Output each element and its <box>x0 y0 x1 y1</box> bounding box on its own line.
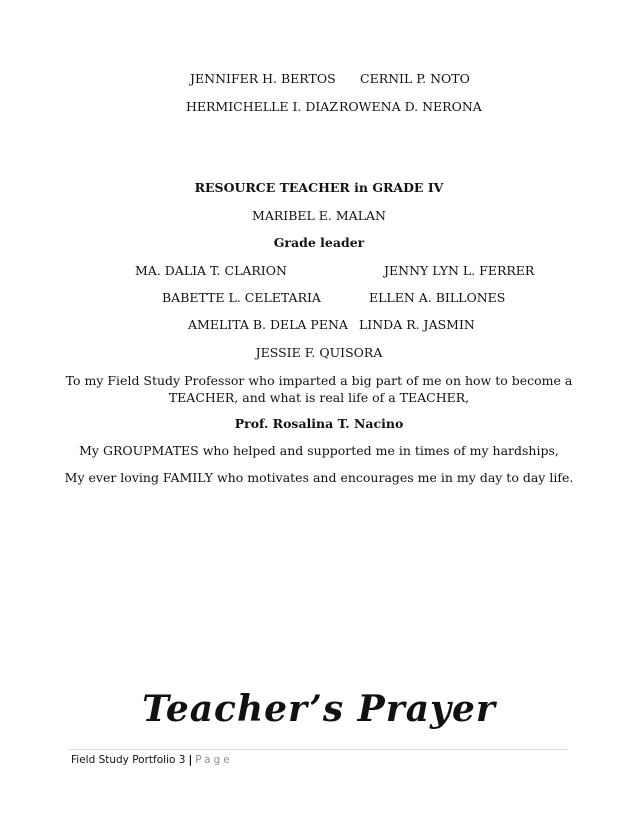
name-rowena-nerona: ROWENA D. NERONA <box>339 99 482 114</box>
name-amelita-dela-pena: AMELITA B. DELA PENA <box>188 317 348 332</box>
name-jessie-quisora: JESSIE F. QUISORA <box>255 345 383 360</box>
name-cernil-noto: CERNIL P. NOTO <box>360 71 470 86</box>
name-linda-jasmin: LINDA R. JASMIN <box>359 317 475 332</box>
name-babette-celetaria: BABETTE L. CELETARIA <box>162 290 321 305</box>
footer-page-word: Page <box>195 754 233 766</box>
footer-divider <box>68 749 568 750</box>
name-hermichelle-diaz: HERMICHELLE I. DIAZ <box>186 99 339 114</box>
resource-teacher-heading: RESOURCE TEACHER in GRADE IV <box>194 180 444 195</box>
footer-label: Field Study Portfolio 3 <box>71 754 186 766</box>
page-footer <box>71 753 233 767</box>
name-jennifer-bertos: JENNIFER H. BERTOS <box>190 71 336 86</box>
grade-leader-heading: Grade leader <box>273 235 365 250</box>
family-dedication: My ever loving FAMILY who motivates and encourages me in my day to day life. <box>64 470 574 485</box>
name-ellen-billones: ELLEN A. BILLONES <box>369 290 506 305</box>
professor-dedication-text: To my Field Study Professor who imparted a big part of me on how to become a TEACHER, and what is real life of a TEACHER, <box>65 373 573 405</box>
professor-name: Prof. Rosalina T. Nacino <box>234 416 404 431</box>
footer-separator: | <box>188 754 193 766</box>
name-jenny-lyn-ferrer: JENNY LYN L. FERRER <box>384 263 535 278</box>
groupmates-dedication: My GROUPMATES who helped and supported me in times of my hardships, <box>79 443 559 458</box>
prayer-title: Teacher’s Prayer <box>142 688 496 730</box>
resource-teacher-name: MARIBEL E. MALAN <box>252 208 386 223</box>
name-dalia-clarion: MA. DALIA T. CLARION <box>135 263 287 278</box>
